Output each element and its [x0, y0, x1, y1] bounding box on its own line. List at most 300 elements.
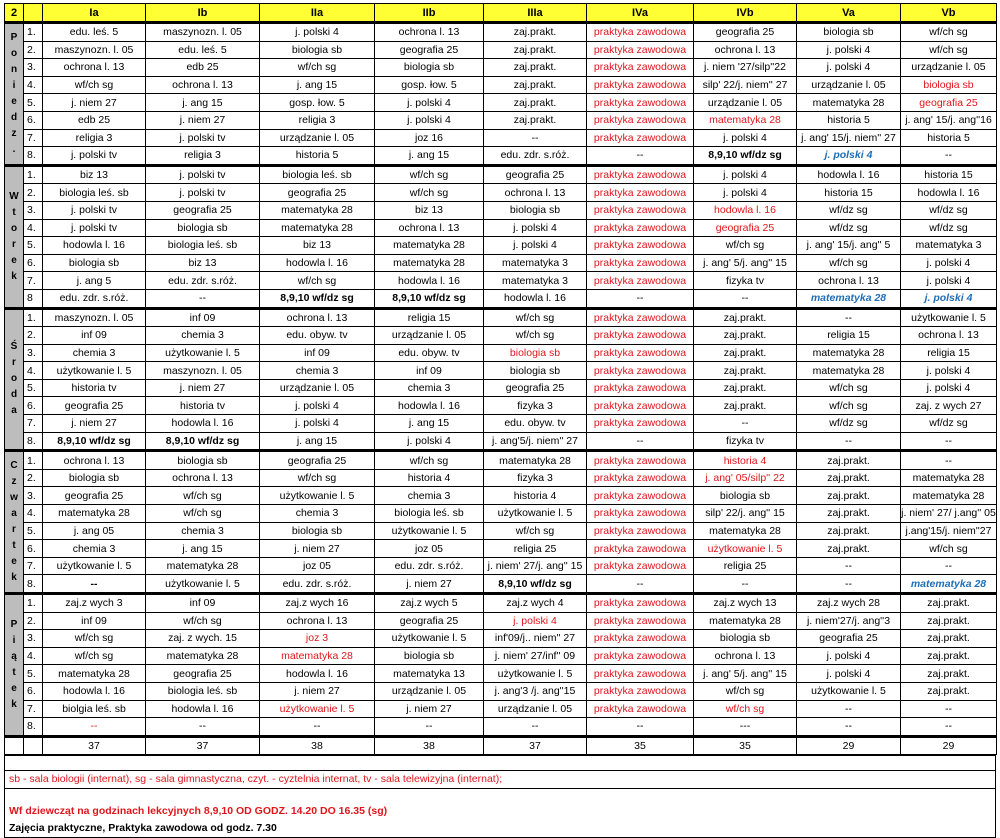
day-letter: a	[11, 508, 17, 520]
lesson-number: 7.	[24, 415, 43, 433]
lesson-cell: --	[375, 718, 484, 737]
lesson-row	[5, 129, 997, 147]
lesson-cell: użytkowanie l. 5	[484, 505, 587, 523]
lesson-cell: biologia sb	[484, 362, 587, 380]
lesson-cell: j. polski 4	[797, 647, 901, 665]
lesson-row	[5, 289, 997, 308]
class-header-iva: IVa	[587, 4, 694, 23]
hours-total: 37	[43, 736, 146, 754]
lesson-cell: wf/ch sg	[375, 451, 484, 470]
day-letter: W	[9, 190, 19, 202]
lesson-cell: zaj.prakt.	[901, 630, 997, 648]
lesson-cell: wf/ch sg	[260, 272, 375, 290]
lesson-number: 1.	[24, 23, 43, 42]
lesson-cell: praktyka zawodowa	[587, 111, 694, 129]
lesson-cell: edu. zdr. s.róż.	[484, 147, 587, 166]
day-letter: a	[11, 405, 17, 417]
day-letter: e	[11, 556, 17, 568]
lesson-number: 2.	[24, 327, 43, 345]
lesson-cell: hodowla l. 16	[484, 289, 587, 308]
lesson-cell: religia 15	[375, 308, 484, 327]
lesson-cell: zaj.prakt.	[484, 59, 587, 77]
lesson-cell: użytkowanie l. 5	[146, 575, 260, 594]
lesson-cell: chemia 3	[260, 505, 375, 523]
lesson-cell: praktyka zawodowa	[587, 522, 694, 540]
lesson-cell: j. niem 27	[146, 111, 260, 129]
lesson-cell: j. ang 5	[43, 272, 146, 290]
lesson-cell: --	[694, 289, 797, 308]
lesson-cell: urządzanie l. 05	[901, 59, 997, 77]
lesson-cell: wf/ch sg	[694, 237, 797, 255]
lesson-cell: wf/dz sg	[901, 219, 997, 237]
hours-total: 37	[146, 736, 260, 754]
hours-total: 38	[375, 736, 484, 754]
lesson-cell: --	[901, 700, 997, 718]
lesson-cell: praktyka zawodowa	[587, 379, 694, 397]
lesson-cell: j. polski 4	[375, 111, 484, 129]
blank-header-cell	[24, 4, 43, 23]
lesson-cell: zaj.prakt.	[484, 76, 587, 94]
lesson-cell: hodowla l. 16	[375, 397, 484, 415]
hours-total: 38	[260, 736, 375, 754]
lesson-cell: wf/ch sg	[260, 469, 375, 487]
lesson-cell: wf/dz sg	[797, 201, 901, 219]
lesson-cell: fizyka tv	[694, 432, 797, 451]
lesson-cell: ochrona l. 13	[375, 23, 484, 42]
day-letter: i	[12, 634, 16, 646]
day-letter: d	[10, 111, 18, 123]
lesson-row	[5, 612, 997, 630]
lesson-cell: wf/ch sg	[260, 59, 375, 77]
lesson-row	[5, 557, 997, 575]
lesson-number: 2.	[24, 612, 43, 630]
lesson-cell: j. niem' 27/j. ang'' 15	[484, 557, 587, 575]
day-letter: w	[10, 492, 18, 504]
lesson-cell: ochrona l. 13	[694, 41, 797, 59]
lesson-cell: ochrona l. 13	[146, 76, 260, 94]
lesson-row	[5, 147, 997, 166]
lesson-cell: j. niem 27	[260, 540, 375, 558]
lesson-cell: matematyka 28	[43, 505, 146, 523]
lesson-row	[5, 41, 997, 59]
timetable	[4, 3, 997, 755]
legend-spacer-2	[5, 788, 995, 803]
lesson-cell: ochrona l. 13	[694, 647, 797, 665]
lesson-cell: biologia leś. sb	[375, 505, 484, 523]
lesson-cell: praktyka zawodowa	[587, 557, 694, 575]
lesson-cell: użytkowanie l. 5	[694, 540, 797, 558]
lesson-cell: inf 09	[260, 344, 375, 362]
lesson-cell: wf/ch sg	[484, 308, 587, 327]
lesson-cell: matematyka 28	[797, 362, 901, 380]
lesson-cell: wf/ch sg	[43, 630, 146, 648]
lesson-cell: religia 25	[484, 540, 587, 558]
lesson-cell: j. niem 27	[43, 415, 146, 433]
lesson-cell: wf/ch sg	[901, 540, 997, 558]
lesson-cell: użytkowanie l. 5	[375, 522, 484, 540]
lesson-number: 4.	[24, 76, 43, 94]
lesson-cell: j. niem' 27/inf'' 09	[484, 647, 587, 665]
lesson-cell: wf/ch sg	[146, 612, 260, 630]
lesson-cell: użytkowanie l. 5	[260, 700, 375, 718]
lesson-cell: edu. zdr. s.róż.	[375, 557, 484, 575]
lesson-cell: zaj.prakt.	[797, 451, 901, 470]
lesson-cell: geografia 25	[260, 451, 375, 470]
lesson-cell: ochrona l. 13	[484, 184, 587, 202]
lesson-cell: religia 3	[43, 129, 146, 147]
class-header-ia: Ia	[43, 4, 146, 23]
lesson-number: 7.	[24, 557, 43, 575]
lesson-cell: matematyka 3	[901, 237, 997, 255]
lesson-cell: 8,9,10 wf/dz sg	[375, 289, 484, 308]
lesson-cell: fizyka 3	[484, 469, 587, 487]
class-header-iib: IIb	[375, 4, 484, 23]
lesson-cell: chemia 3	[146, 327, 260, 345]
lesson-cell: hodowla l. 16	[797, 165, 901, 184]
lesson-cell: zaj.prakt.	[694, 362, 797, 380]
lesson-cell: j. polski tv	[146, 129, 260, 147]
lesson-number: 1.	[24, 308, 43, 327]
lesson-cell: biz 13	[260, 237, 375, 255]
lesson-cell: religia 15	[797, 327, 901, 345]
lesson-row	[5, 111, 997, 129]
day-letter: o	[10, 47, 18, 59]
lesson-cell: chemia 3	[260, 362, 375, 380]
lesson-cell: j. ang' 5/j. ang'' 15	[694, 665, 797, 683]
class-header-iiia: IIIa	[484, 4, 587, 23]
lesson-cell: praktyka zawodowa	[587, 344, 694, 362]
lesson-cell: --	[901, 718, 997, 737]
lesson-cell: silp' 22/j. ang'' 15	[694, 505, 797, 523]
lesson-cell: matematyka 28	[43, 665, 146, 683]
lesson-cell: 8,9,10 wf/dz sg	[694, 147, 797, 166]
lesson-cell: wf/ch sg	[797, 379, 901, 397]
day-letter: ą	[11, 650, 17, 662]
lesson-row	[5, 665, 997, 683]
lesson-cell: wf/dz sg	[797, 219, 901, 237]
day-letter: t	[12, 666, 16, 678]
class-header-vb: Vb	[901, 4, 997, 23]
lesson-cell: zaj.prakt.	[797, 505, 901, 523]
lesson-cell: inf 09	[43, 612, 146, 630]
lesson-cell: gosp. łow. 5	[260, 94, 375, 112]
lesson-cell: j. ang 15	[260, 432, 375, 451]
lesson-number: 3.	[24, 344, 43, 362]
lesson-cell: religia 15	[901, 344, 997, 362]
lesson-number: 4.	[24, 505, 43, 523]
lesson-cell: --	[797, 700, 901, 718]
lesson-cell: zaj.prakt.	[901, 647, 997, 665]
lesson-cell: j. ang 15	[260, 76, 375, 94]
lesson-cell: biologia sb	[484, 201, 587, 219]
lesson-cell: j. polski 4	[694, 129, 797, 147]
lesson-cell: zaj.prakt.	[484, 41, 587, 59]
lesson-cell: joz 16	[375, 129, 484, 147]
lesson-number: 8	[24, 289, 43, 308]
lesson-cell: historia 5	[260, 147, 375, 166]
legend	[4, 755, 996, 838]
lesson-cell: --	[694, 575, 797, 594]
lesson-row	[5, 469, 997, 487]
lesson-cell: chemia 3	[146, 522, 260, 540]
day-letter: r	[12, 238, 16, 250]
lesson-row	[5, 94, 997, 112]
lesson-cell: geografia 25	[901, 94, 997, 112]
lesson-cell: chemia 3	[43, 344, 146, 362]
lesson-cell: urządzanie l. 05	[260, 379, 375, 397]
day-letter: n	[10, 63, 18, 75]
lesson-cell: praktyka zawodowa	[587, 505, 694, 523]
lesson-cell: --	[587, 718, 694, 737]
lesson-cell: --	[587, 289, 694, 308]
lesson-cell: hodowla l. 16	[43, 682, 146, 700]
lesson-cell: użytkowanie l. 5	[146, 344, 260, 362]
lesson-cell: użytkowanie l. 5	[260, 487, 375, 505]
lesson-cell: biologia sb	[797, 23, 901, 42]
lesson-cell: inf 09	[146, 308, 260, 327]
lesson-cell: urządzanie l. 05	[260, 129, 375, 147]
lesson-cell: j. ang 15	[375, 147, 484, 166]
lesson-cell: --	[484, 718, 587, 737]
lesson-cell: inf 09	[375, 362, 484, 380]
lesson-row	[5, 647, 997, 665]
lesson-row	[5, 451, 997, 470]
lesson-row	[5, 522, 997, 540]
lesson-cell: religia 3	[260, 111, 375, 129]
lesson-cell: geografia 25	[260, 184, 375, 202]
lesson-cell: zaj.z wych 3	[43, 594, 146, 613]
lesson-cell: geografia 25	[375, 41, 484, 59]
lesson-cell: edu. zdr. s.róż.	[146, 272, 260, 290]
lesson-cell: --	[260, 718, 375, 737]
lesson-cell: matematyka 28	[901, 469, 997, 487]
lesson-number: 2.	[24, 184, 43, 202]
lesson-cell: wf/ch sg	[43, 76, 146, 94]
lesson-cell: religia 3	[146, 147, 260, 166]
lesson-cell: --	[587, 432, 694, 451]
lesson-row	[5, 184, 997, 202]
lesson-cell: historia 5	[901, 129, 997, 147]
lesson-number: 1.	[24, 594, 43, 613]
lesson-row	[5, 344, 997, 362]
lesson-cell: historia tv	[146, 397, 260, 415]
day-letter: Ś	[10, 341, 18, 353]
lesson-number: 4.	[24, 647, 43, 665]
lesson-number: 3.	[24, 59, 43, 77]
lesson-row	[5, 700, 997, 718]
lesson-cell: --	[797, 432, 901, 451]
lesson-cell: biologia leś. sb	[146, 237, 260, 255]
lesson-cell: maszynozn. l. 05	[146, 23, 260, 42]
lesson-cell: matematyka 28	[694, 111, 797, 129]
lesson-cell: j. polski 4	[797, 41, 901, 59]
lesson-cell: zaj.prakt.	[694, 327, 797, 345]
lesson-cell: maszynozn. l. 05	[43, 308, 146, 327]
lesson-cell: --	[901, 432, 997, 451]
lesson-row	[5, 397, 997, 415]
lesson-row	[5, 415, 997, 433]
lesson-cell: j. polski 4	[484, 612, 587, 630]
lesson-cell: chemia 3	[375, 487, 484, 505]
lesson-cell: matematyka 28	[260, 219, 375, 237]
lesson-cell: wf/ch sg	[146, 487, 260, 505]
lesson-cell: wf/ch sg	[901, 41, 997, 59]
lesson-cell: urządzanie l. 05	[484, 700, 587, 718]
corner-cell: 2	[5, 4, 24, 23]
lesson-cell: praktyka zawodowa	[587, 594, 694, 613]
lesson-cell: zaj.prakt.	[694, 344, 797, 362]
lesson-row	[5, 237, 997, 255]
lesson-number: 6.	[24, 540, 43, 558]
day-label	[5, 594, 24, 737]
day-letter: k	[11, 698, 17, 710]
lesson-cell: geografia 25	[694, 219, 797, 237]
lesson-cell: praktyka zawodowa	[587, 272, 694, 290]
lesson-cell: j. ang' 05/silp'' 22	[694, 469, 797, 487]
lesson-cell: j. polski 4	[901, 289, 997, 308]
lesson-row	[5, 594, 997, 613]
lesson-cell: j. polski tv	[43, 201, 146, 219]
lesson-cell: --	[484, 129, 587, 147]
lesson-cell: wf/ch sg	[797, 254, 901, 272]
hours-total: 29	[901, 736, 997, 754]
lesson-cell: matematyka 28	[146, 647, 260, 665]
lesson-cell: zaj.z wych 16	[260, 594, 375, 613]
day-letter: o	[10, 222, 18, 234]
lesson-cell: biologia leś. sb	[146, 682, 260, 700]
legend-practice-note: Zajęcia praktyczne, Praktyka zawodowa od godz. 7.30	[9, 821, 277, 834]
lesson-number: 4.	[24, 362, 43, 380]
lesson-cell: --	[901, 557, 997, 575]
lesson-cell: j. polski 4	[797, 665, 901, 683]
lesson-cell: j. ang'3 /j. ang''15	[484, 682, 587, 700]
lesson-cell: j. niem 27	[375, 575, 484, 594]
lesson-number: 6.	[24, 682, 43, 700]
lesson-number: 5.	[24, 379, 43, 397]
lesson-cell: praktyka zawodowa	[587, 76, 694, 94]
lesson-cell: biologia sb	[375, 647, 484, 665]
lesson-cell: biologia sb	[484, 344, 587, 362]
lesson-number: 5.	[24, 237, 43, 255]
lesson-cell: biologia sb	[146, 219, 260, 237]
class-header-ib: Ib	[146, 4, 260, 23]
lesson-cell: zaj.prakt.	[694, 379, 797, 397]
lesson-cell: edu. leś. 5	[43, 23, 146, 42]
lesson-cell: j. ang 05	[43, 522, 146, 540]
lesson-number: 1.	[24, 165, 43, 184]
lesson-cell: biz 13	[43, 165, 146, 184]
day-letter: z	[11, 476, 17, 488]
lesson-cell: geografia 25	[375, 612, 484, 630]
lesson-cell: --	[43, 575, 146, 594]
lesson-cell: praktyka zawodowa	[587, 487, 694, 505]
lesson-cell: wf/dz sg	[797, 415, 901, 433]
lesson-cell: zaj.z wych 5	[375, 594, 484, 613]
lesson-row	[5, 487, 997, 505]
day-label	[5, 23, 24, 166]
lesson-cell: matematyka 28	[901, 575, 997, 594]
lesson-cell: matematyka 28	[375, 237, 484, 255]
lesson-cell: praktyka zawodowa	[587, 451, 694, 470]
lesson-number: 7.	[24, 700, 43, 718]
lesson-cell: j. polski tv	[43, 219, 146, 237]
lesson-cell: --	[43, 718, 146, 737]
lesson-cell: j. polski 4	[260, 23, 375, 42]
lesson-cell: wf/ch sg	[484, 327, 587, 345]
lesson-row	[5, 76, 997, 94]
timetable-body	[5, 23, 997, 755]
lesson-cell: hodowla l. 16	[901, 184, 997, 202]
lesson-cell: j. polski 4	[694, 184, 797, 202]
lesson-cell: ochrona l. 13	[260, 308, 375, 327]
lesson-cell: ochrona l. 13	[43, 451, 146, 470]
day-letter: r	[12, 357, 16, 369]
lesson-cell: j. polski tv	[43, 147, 146, 166]
lesson-cell: joz 3	[260, 630, 375, 648]
lesson-cell: hodowla l. 16	[146, 700, 260, 718]
lesson-cell: zaj.prakt.	[694, 397, 797, 415]
lesson-cell: silp' 22/j. niem'' 27	[694, 76, 797, 94]
lesson-number: 8.	[24, 718, 43, 737]
lesson-number: 8.	[24, 575, 43, 594]
lesson-cell: --	[146, 718, 260, 737]
lesson-cell: użytkowanie l. 5	[797, 682, 901, 700]
lesson-cell: praktyka zawodowa	[587, 184, 694, 202]
lesson-cell: zaj.z wych 28	[797, 594, 901, 613]
lesson-cell: j. polski 4	[375, 94, 484, 112]
lesson-number: 5.	[24, 94, 43, 112]
lesson-cell: fizyka tv	[694, 272, 797, 290]
lesson-number: 3.	[24, 201, 43, 219]
lesson-cell: matematyka 28	[375, 254, 484, 272]
lesson-cell: biz 13	[375, 201, 484, 219]
legend-pe-note: Wf dziewcząt na godzinach lekcyjnych 8,9,10 OD GODZ. 14.20 DO 16.35 (sg)	[9, 804, 388, 817]
lesson-number: 7.	[24, 129, 43, 147]
lesson-number: 6.	[24, 397, 43, 415]
lesson-cell: gosp. łow. 5	[375, 76, 484, 94]
lesson-cell: zaj.prakt.	[901, 682, 997, 700]
lesson-cell: praktyka zawodowa	[587, 665, 694, 683]
legend-rooms-text: sb - sala biologii (internat), sg - sala gimnastyczna, czyt. - cyztelnia internat, tv - sala telewizyjna (internat);	[9, 772, 503, 785]
lesson-cell: ochrona l. 13	[146, 469, 260, 487]
lesson-cell: zaj.prakt.	[797, 522, 901, 540]
lesson-cell: zaj.prakt.	[901, 612, 997, 630]
lesson-cell: j. niem '27/silp''22	[694, 59, 797, 77]
lesson-cell: wf/ch sg	[484, 522, 587, 540]
lesson-row	[5, 379, 997, 397]
lesson-cell: --	[146, 289, 260, 308]
lesson-cell: hodowla l. 16	[375, 272, 484, 290]
lesson-cell: ochrona l. 13	[43, 59, 146, 77]
lesson-cell: biologia sb	[146, 451, 260, 470]
lesson-cell: biologia leś. sb	[260, 165, 375, 184]
lesson-cell: j. ang'5/j. niem'' 27	[484, 432, 587, 451]
lesson-cell: praktyka zawodowa	[587, 700, 694, 718]
lesson-cell: zaj.prakt.	[797, 469, 901, 487]
lesson-cell: historia 5	[797, 111, 901, 129]
lesson-cell: chemia 3	[375, 379, 484, 397]
lesson-cell: zaj.prakt.	[901, 665, 997, 683]
hours-total: 35	[694, 736, 797, 754]
lesson-row	[5, 272, 997, 290]
lesson-cell: historia tv	[43, 379, 146, 397]
lesson-cell: edb 25	[146, 59, 260, 77]
lesson-cell: --	[797, 575, 901, 594]
lesson-cell: 8,9,10 wf/dz sg	[43, 432, 146, 451]
lesson-cell: matematyka 28	[484, 451, 587, 470]
lesson-cell: j. niem 27	[146, 379, 260, 397]
lesson-cell: maszynozn. l. 05	[43, 41, 146, 59]
